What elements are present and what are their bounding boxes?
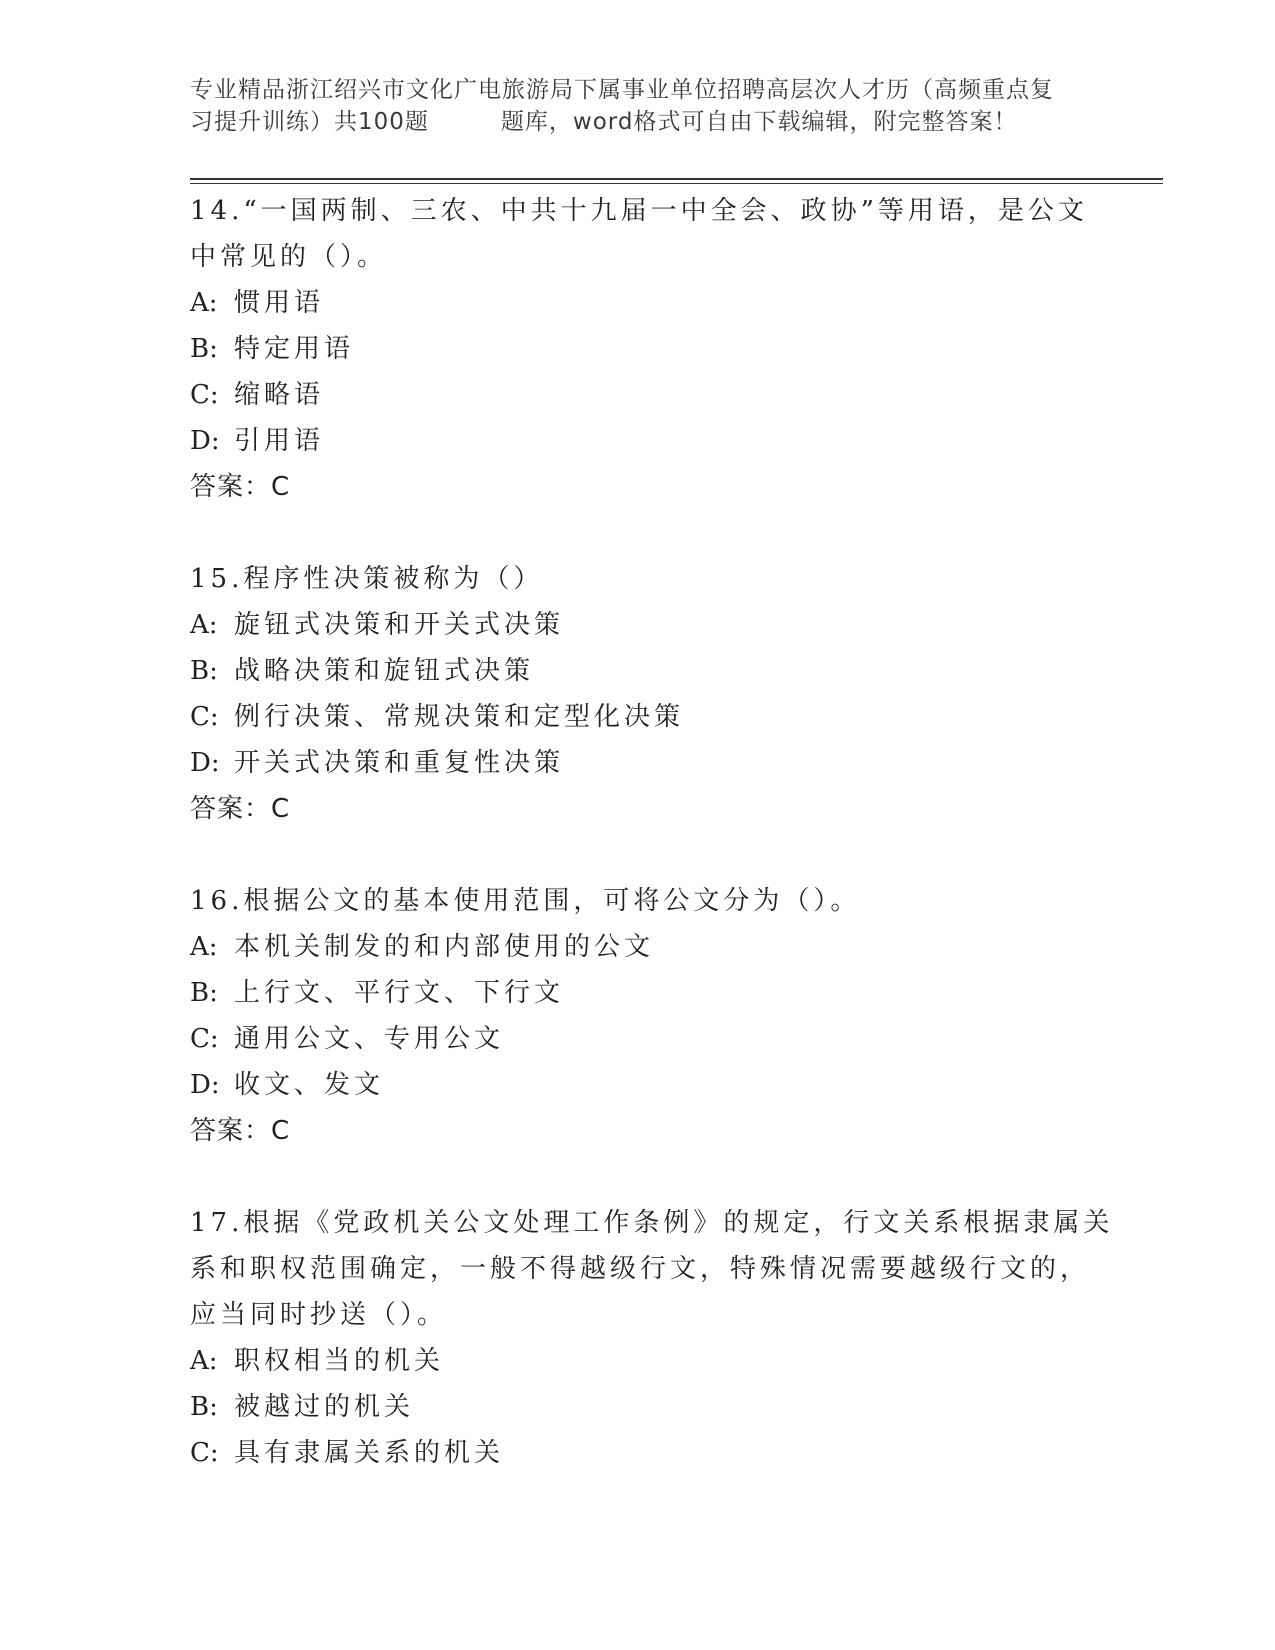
answer-option [190,924,1090,970]
answer-line: 答案：C [190,472,291,502]
option-text: 开关式决策和重复性决策 [234,748,565,778]
answer-option [190,418,1090,464]
option-text: 本机关制发的和内部使用的公文 [234,932,655,962]
answer-line: 答案：C [190,794,291,824]
option-text: 战略决策和旋钮式决策 [234,656,535,686]
question-stem-line: 应当同时抄送（）。 [190,1300,448,1330]
answer-option [190,602,1090,648]
option-text: 例行决策、常规决策和定型化决策 [234,702,685,732]
question-stem-line: 14.“一国两制、三农、中共十九届一中全会、政协”等用语，是公文 [190,196,1088,226]
option-text: 缩略语 [234,380,325,410]
header-divider-thick [190,178,1163,180]
answer-option [190,740,1090,786]
option-letter: D: [190,1070,220,1100]
answer-option [190,1338,1090,1384]
header-line-2-left: 习提升训练）共100题 [190,109,429,135]
option-letter: A: [190,1346,218,1376]
question-stem-line: 中常见的（）。 [190,242,388,272]
answer-option [190,280,1090,326]
option-text: 通用公文、专用公文 [234,1024,505,1054]
option-letter: C: [190,1024,219,1054]
answer-option [190,648,1090,694]
answer-option [190,326,1090,372]
header-line-2 [190,106,1110,138]
document-header [190,74,1110,138]
option-letter: B: [190,334,218,364]
answer-option [190,1062,1090,1108]
option-text: 上行文、平行文、下行文 [234,978,565,1008]
option-letter: C: [190,380,219,410]
option-text: 引用语 [234,426,325,456]
question-stem-line: 16.根据公文的基本使用范围，可将公文分为（）。 [190,886,861,916]
question-block [190,556,1090,878]
option-letter: B: [190,978,218,1008]
option-letter: D: [190,426,220,456]
answer-option [190,1430,1090,1476]
header-line-2-right: 题库，word格式可自由下载编辑，附完整答案！ [500,109,1018,135]
question-spacer [190,832,1090,878]
option-letter: D: [190,748,220,778]
option-letter: C: [190,702,219,732]
option-text: 具有隶属关系的机关 [234,1438,505,1468]
question-block [190,1200,1114,1476]
answer-option [190,694,1090,740]
option-text: 职权相当的机关 [234,1346,445,1376]
option-text: 特定用语 [234,334,355,364]
answer-option [190,970,1090,1016]
option-text: 收文、发文 [234,1070,385,1100]
option-letter: B: [190,656,218,686]
header-divider-thin [190,183,1163,184]
question-stem-line: 15.程序性决策被称为（） [190,564,544,594]
answer-option [190,1016,1090,1062]
question-stem-line: 系和职权范围确定，一般不得越级行文，特殊情况需要越级行文的， [190,1254,1091,1284]
option-text: 惯用语 [234,288,325,318]
option-text: 被越过的机关 [234,1392,415,1422]
option-letter: B: [190,1392,218,1422]
option-letter: A: [190,932,218,962]
answer-line: 答案：C [190,1116,291,1146]
question-spacer [190,1154,1090,1200]
option-text: 旋钮式决策和开关式决策 [234,610,565,640]
question-spacer [190,510,1090,556]
answer-option [190,1384,1090,1430]
answer-option [190,372,1090,418]
option-letter: C: [190,1438,219,1468]
question-block [190,188,1090,556]
question-stem-line: 17.根据《党政机关公文处理工作条例》的规定，行文关系根据隶属关 [190,1208,1114,1238]
header-line-1: 专业精品浙江绍兴市文化广电旅游局下属事业单位招聘高层次人才历（高频重点复 [190,77,1054,103]
question-block [190,878,1090,1200]
option-letter: A: [190,288,218,318]
option-letter: A: [190,610,218,640]
question-list [190,188,1114,1476]
